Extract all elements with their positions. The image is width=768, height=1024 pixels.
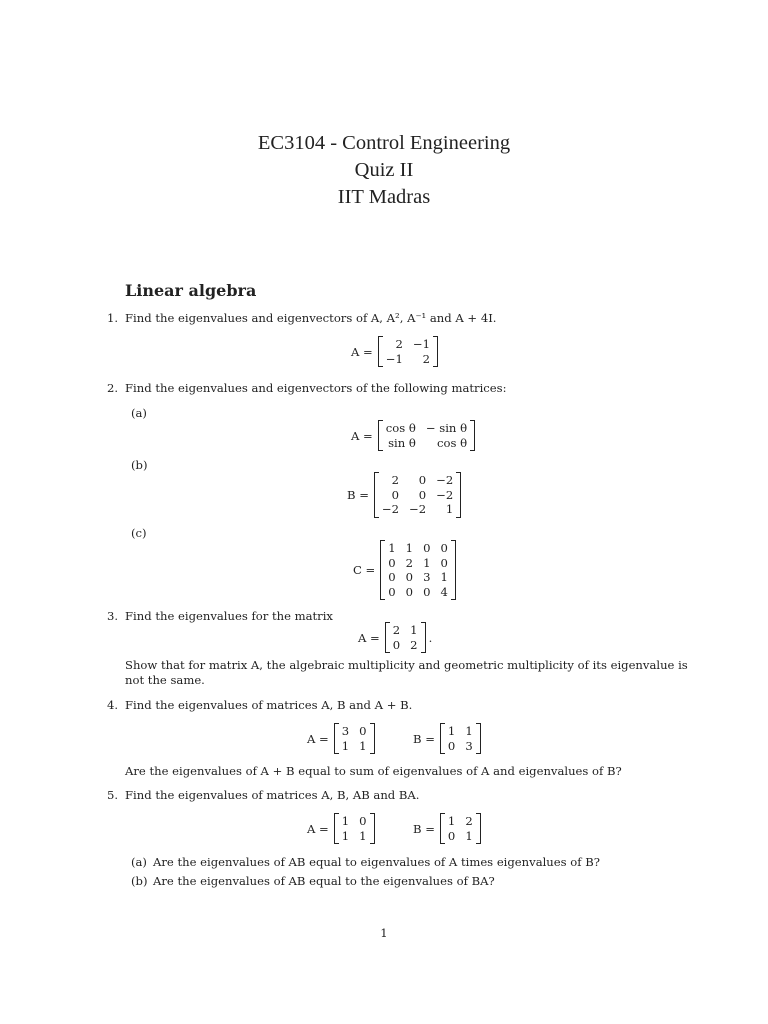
matrix-cell: 0 — [359, 724, 367, 738]
matrix-cell: 4 — [440, 584, 448, 599]
matrix-cell: −2 — [409, 502, 427, 516]
matrix-cells — [339, 723, 370, 754]
question-text: Find the eigenvalues and eigenvectors of A, A², A⁻¹ and A + 4I. — [125, 311, 497, 325]
matrix-bracket-right — [370, 723, 375, 754]
question-number: 5. — [106, 788, 118, 802]
matrix-cell: 1 — [341, 738, 350, 753]
equation-lhs: B = — [413, 821, 435, 836]
question-number: 2. — [106, 381, 118, 395]
equation-q2a — [351, 420, 475, 451]
matrix-bracket-right — [451, 540, 456, 600]
question-text: Find the eigenvalues for the matrix — [125, 609, 333, 623]
matrix-cell: 1 — [405, 541, 414, 555]
matrix-cell: 0 — [388, 570, 396, 584]
matrix-cell: 1 — [423, 555, 431, 570]
question-text: Find the eigenvalues of matrices A, B and A + B. — [125, 698, 413, 712]
matrix-cells — [385, 540, 451, 600]
document-title: EC3104 - Control Engineering — [257, 132, 511, 154]
matrix-cell: 0 — [447, 828, 456, 843]
subquestion-label: (a) — [131, 406, 147, 420]
equation-lhs: A = — [351, 344, 373, 359]
matrix — [378, 336, 438, 367]
equation-q4-a — [307, 723, 375, 754]
equation-lhs: B = — [413, 731, 435, 746]
subquestion-text: Are the eigenvalues of AB equal to the eigenvalues of BA? — [153, 874, 495, 888]
matrix-cell: 1 — [440, 570, 448, 584]
matrix-cell: 2 — [405, 555, 414, 570]
matrix-cell: 2 — [392, 623, 401, 637]
matrix — [378, 420, 475, 451]
equation-q3: A = 2 1 0 2 . — [358, 623, 433, 652]
matrix — [380, 540, 456, 600]
equation-q1 — [351, 336, 438, 367]
matrix-cell: 1 — [447, 814, 456, 828]
matrix-cell: 0 — [388, 555, 396, 570]
equation-q4-b — [413, 723, 481, 754]
matrix-cell: 0 — [440, 555, 448, 570]
matrix-bracket-right — [421, 622, 426, 653]
matrix-cell: 0 — [418, 473, 427, 487]
matrix — [334, 723, 375, 754]
matrix-cell: 0 — [423, 584, 431, 599]
matrix-cell: 3 — [465, 738, 473, 753]
subquestion-text: Are the eigenvalues of AB equal to eigenvalues of A times eigenvalues of B? — [153, 855, 600, 869]
matrix-cell: −2 — [436, 487, 454, 502]
matrix-cell: 0 — [440, 541, 448, 555]
matrix-cells — [383, 336, 433, 367]
matrix-cell: − sin θ — [425, 421, 468, 435]
matrix-cells — [445, 723, 476, 754]
matrix-cells — [390, 622, 421, 653]
document-subtitle: Quiz II — [354, 159, 414, 181]
matrix-bracket-right — [370, 813, 375, 844]
subquestion-label: (c) — [131, 526, 147, 540]
question-followup: Are the eigenvalues of A + B equal to sum of eigenvalues of A and eigenvalues of B? — [125, 764, 622, 778]
matrix-cell: cos θ — [436, 435, 468, 450]
matrix-cell: 0 — [423, 541, 431, 555]
matrix-cell: 1 — [341, 828, 350, 843]
matrix-cell: 0 — [418, 487, 427, 502]
equation-q2b — [347, 472, 461, 518]
matrix-bracket-right — [476, 723, 481, 754]
question-text: Find the eigenvalues of matrices A, B, AB and BA. — [125, 788, 420, 802]
institution-name: IIT Madras — [337, 186, 431, 208]
matrix-bracket-right — [433, 336, 438, 367]
matrix-cell: 1 — [465, 828, 473, 843]
subquestion-label: (b) — [131, 874, 148, 888]
matrix-cell: 2 — [465, 814, 473, 828]
question-number: 4. — [106, 698, 118, 712]
equation-q5-b — [413, 813, 481, 844]
matrix-cell: 2 — [395, 337, 403, 351]
matrix-cell: 2 — [410, 637, 418, 652]
matrix-cell: 1 — [359, 738, 367, 753]
matrix-cell: cos θ — [385, 421, 416, 435]
equation-lhs: A = — [307, 821, 329, 836]
equation-lhs: A = — [307, 731, 329, 746]
matrix-cell: 1 — [341, 814, 350, 828]
subquestion-label: (b) — [131, 458, 148, 472]
matrix-cell: 0 — [388, 584, 396, 599]
subquestion-label: (a) — [131, 855, 147, 869]
question-number: 1. — [106, 311, 118, 325]
matrix-cell: 0 — [405, 570, 414, 584]
matrix-bracket-right — [476, 813, 481, 844]
matrix-cell: 1 — [445, 502, 454, 516]
matrix-cell: 1 — [388, 541, 396, 555]
matrix-cell: −1 — [412, 337, 430, 351]
matrix-cell: 0 — [359, 814, 367, 828]
matrix-cell: 1 — [447, 724, 456, 738]
matrix-cell: −2 — [436, 473, 454, 487]
matrix-cell: 3 — [341, 724, 350, 738]
matrix — [385, 622, 426, 653]
equation-lhs: B = — [347, 487, 369, 502]
equation-lhs: C = — [353, 563, 376, 577]
matrix-cell: 1 — [359, 828, 367, 843]
question-followup: Show that for matrix A, the algebraic multiplicity and geometric multiplicity of its eigenvalue is — [125, 658, 688, 672]
matrix-cell: 2 — [391, 473, 400, 487]
matrix-cell: sin θ — [388, 435, 416, 450]
matrix-cell: 0 — [405, 584, 414, 599]
matrix-cell: 0 — [447, 738, 456, 753]
matrix — [440, 723, 481, 754]
matrix-cells — [379, 472, 456, 518]
matrix-bracket-right — [470, 420, 475, 451]
equation-lhs: A = — [351, 428, 373, 443]
matrix-cell: 0 — [392, 637, 401, 652]
matrix-cells — [383, 420, 470, 451]
equation-lhs: A = — [358, 630, 380, 645]
section-heading: Linear algebra — [125, 281, 257, 300]
matrix-cell: 1 — [465, 724, 473, 738]
matrix-cell: 2 — [422, 351, 430, 366]
equation-q5-a — [307, 813, 375, 844]
matrix-cells — [445, 813, 476, 844]
matrix — [374, 472, 461, 518]
question-number: 3. — [106, 609, 118, 623]
equation-q2c — [353, 540, 456, 600]
matrix — [334, 813, 375, 844]
matrix-cell: 0 — [391, 487, 400, 502]
matrix-cell: −2 — [381, 502, 400, 516]
question-text: Find the eigenvalues and eigenvectors of the following matrices: — [125, 381, 507, 395]
matrix-cell: 1 — [410, 623, 418, 637]
matrix-cell: 3 — [423, 570, 431, 584]
matrix-bracket-right — [456, 472, 461, 518]
question-followup: not the same. — [125, 673, 205, 687]
matrix — [440, 813, 481, 844]
page-number: 1 — [380, 926, 388, 940]
matrix-cells — [339, 813, 370, 844]
matrix-cell: −1 — [385, 351, 403, 366]
